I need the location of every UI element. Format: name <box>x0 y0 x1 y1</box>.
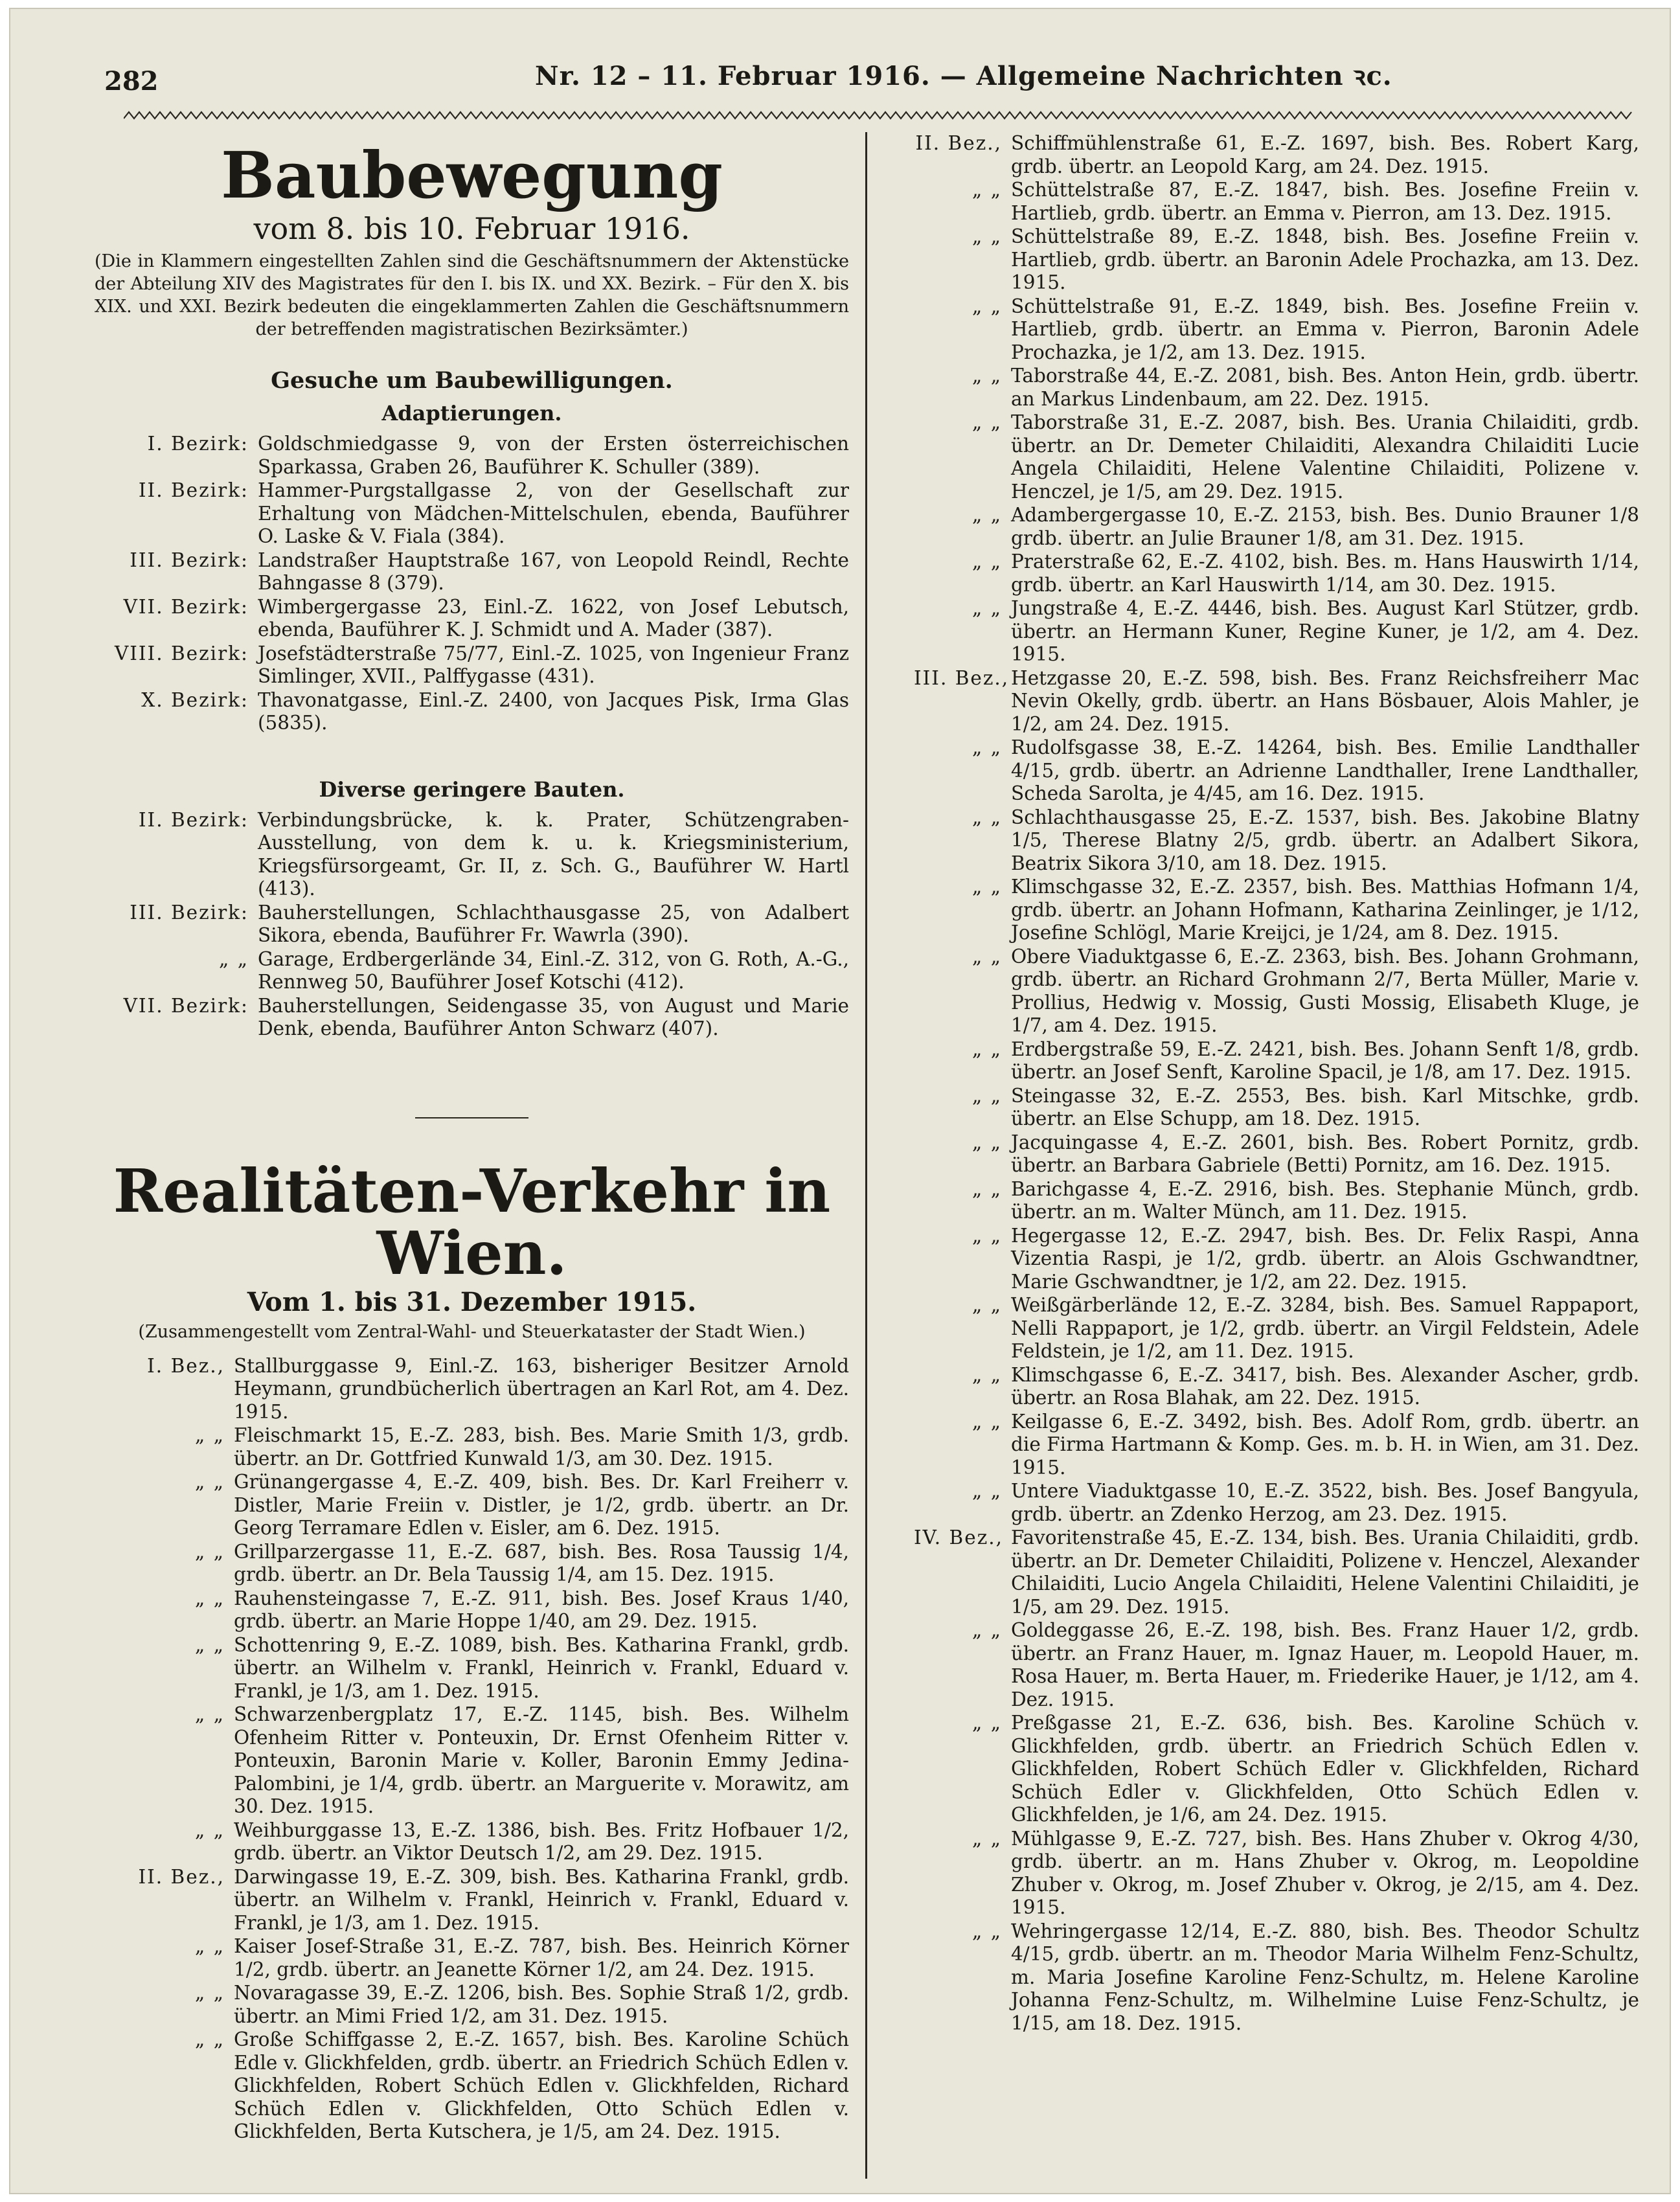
realitaet-entry <box>914 504 1639 550</box>
entry-text: Keilgasse 6, E.-Z. 3492, bish. Bes. Adolf Rom, grdb. übertr. an die Firma Hartmann & Komp. Ges. m. b. H. in Wien, am 31. Dez. 1915. <box>1011 1410 1639 1479</box>
district-label: „ „ <box>972 1410 1002 1433</box>
realitaeten-right-list <box>914 132 1639 2035</box>
adaptierung-entry <box>95 689 849 735</box>
realitaet-entry <box>914 1085 1639 1131</box>
adaptierung-entry <box>95 433 849 479</box>
district-label: IV. Bez., <box>914 1527 1003 1549</box>
entry-text: Schüttelstraße 87, E.-Z. 1847, bish. Bes. Josefine Freiin v. Hartlieb, grdb. übertr. an Emma v. Pierron, am 13. Dez. 1915. <box>1011 179 1639 224</box>
entry-text: Steingasse 32, E.-Z. 2553, Bes. bish. Karl Mitschke, grdb. übertr. an Else Schupp, am 18. Dez. 1915. <box>1011 1084 1639 1129</box>
page-header <box>10 9 1670 106</box>
adaptierung-entry <box>95 549 849 595</box>
realitaet-entry <box>914 1619 1639 1711</box>
entry-text: Darwingasse 19, E.-Z. 309, bish. Bes. Katharina Frankl, grdb. übertr. an Wilhelm v. Frankl, Heinrich v. Frankl, Eduard v. Frankl, je 1/3, am 1. Dez. 1915. <box>234 1865 849 1934</box>
entry-text: Hammer-Purgstallgasse 2, von der Gesellschaft zur Erhaltung von Mädchen-Mittelschulen, ebenda, Bauführer O. Laske & V. Fiala (384). <box>258 479 849 547</box>
district-label: I. Bezirk: <box>147 433 249 455</box>
district-label: III. Bez., <box>914 666 1010 689</box>
entry-text: Untere Viaduktgasse 10, E.-Z. 3522, bish. Bes. Josef Bangyula, grdb. übertr. an Zdenko Herzog, am 23. Dez. 1915. <box>1011 1480 1639 1525</box>
entry-text: Klimschgasse 6, E.-Z. 3417, bish. Bes. Alexander Ascher, grdb. übertr. an Rosa Blahak, am 22. Dez. 1915. <box>1011 1363 1639 1409</box>
entry-text: Rauhensteingasse 7, E.-Z. 911, bish. Bes. Josef Kraus 1/40, grdb. übertr. an Marie Hoppe 1/40, am 29. Dez. 1915. <box>234 1587 849 1632</box>
realitaet-entry <box>914 1712 1639 1827</box>
realitaeten-subtitle: Vom 1. bis 31. Dezember 1915. <box>247 1286 697 1317</box>
entry-text: Klimschgasse 32, E.-Z. 2357, bish. Bes. Matthias Hofmann 1/4, grdb. übertr. an Johann Hofmann, Katharina Zeinlinger, je 1/12, Josefine Schlögl, Marie Kreijci, je 1/24, am 8. Dez. 1915. <box>1011 876 1639 944</box>
adaptierung-entry <box>95 642 849 688</box>
diverse-entry <box>95 902 849 948</box>
district-label: „ „ <box>195 1540 225 1563</box>
district-label: „ „ <box>195 1982 225 2004</box>
realitaeten-left-list <box>95 1355 849 2144</box>
district-label: „ „ <box>195 1819 225 1841</box>
realitaet-entry <box>95 1866 849 1935</box>
entry-text: Fleischmarkt 15, E.-Z. 283, bish. Bes. Marie Smith 1/3, grdb. übertr. an Dr. Gottfried Kunwald 1/3, am 30. Dez. 1915. <box>234 1424 849 1470</box>
realitaet-entry <box>914 1411 1639 1480</box>
adaptierung-entry <box>95 596 849 642</box>
district-label: „ „ <box>972 1363 1002 1386</box>
realitaeten-title: Realitäten-Verkehr in Wien. <box>113 1155 831 1288</box>
entry-text: Bauherstellungen, Schlachthausgasse 25, von Adalbert Sikora, ebenda, Bauführer Fr. Wawrla (390). <box>258 901 849 946</box>
realitaet-entry <box>914 1828 1639 1920</box>
realitaet-entry <box>914 1920 1639 2036</box>
district-label: III. Bezirk: <box>130 549 249 571</box>
header-rule <box>124 110 1633 120</box>
entry-text: Taborstraße 44, E.-Z. 2081, bish. Bes. Anton Hein, grdb. übertr. an Markus Lindenbaum, am 22. Dez. 1915. <box>1011 365 1639 410</box>
realitaet-entry <box>95 1424 849 1470</box>
realitaet-entry <box>95 1982 849 2028</box>
diverse-entry <box>95 995 849 1041</box>
realitaet-entry <box>914 1225 1639 1294</box>
realitaet-entry <box>914 1364 1639 1410</box>
district-label: „ „ <box>972 1294 1002 1316</box>
entry-text: Schlachthausgasse 25, E.-Z. 1537, bish. Bes. Jakobine Blatny 1/5, Therese Blatny 2/5, grdb. übertr. an Adalbert Sikora, Beatrix Sikora 3/10, am 18. Dez. 1915. <box>1011 806 1639 874</box>
entry-text: Preßgasse 21, E.-Z. 636, bish. Bes. Karoline Schüch v. Glickhfelden, grdb. übertr. an Friedrich Schüch Edlen v. Glickhfelden, Robert Schüch Edler v. Glickhfelden, Richard Schüch Edler v. Glickhfelden, Otto Schüch Edlen v. Glickhfelden, je 1/6, am 24. Dez. 1915. <box>1011 1712 1639 1826</box>
realitaet-entry <box>914 132 1639 178</box>
entry-text: Taborstraße 31, E.-Z. 2087, bish. Bes. Urania Chilaiditi, grdb. übertr. an Dr. Demeter Chilaiditi, Alexandra Chilaiditi Lucie Angela Chilaiditi, Helene Valentine Chilaiditi, Polizene v. Henczel, je 1/5, am 29. Dez. 1915. <box>1011 411 1639 503</box>
entry-text: Schüttelstraße 91, E.-Z. 1849, bish. Bes. Josefine Freiin v. Hartlieb, grdb. übertr. an Emma v. Pierron, Baronin Adele Prochazka, je 1/2, am 13. Dez. 1915. <box>1011 295 1639 363</box>
district-label: „ „ <box>195 1587 225 1609</box>
diverse-list <box>95 809 849 1041</box>
district-label: „ „ <box>972 736 1002 758</box>
entry-text: Josefstädterstraße 75/77, Einl.-Z. 1025, von Ingenieur Franz Simlinger, XVII., Palffygasse (431). <box>258 642 849 687</box>
district-label: II. Bez., <box>915 132 1002 154</box>
entry-text: Garage, Erdbergerlände 34, Einl.-Z. 312, von G. Roth, A.-G., Rennweg 50, Bauführer Josef Kotschi (412). <box>258 948 849 993</box>
district-label: II. Bezirk: <box>138 479 249 501</box>
realitaet-entry <box>95 1541 849 1587</box>
adaptierungen-heading: Adaptierungen. <box>381 401 562 426</box>
district-label: „ „ <box>972 597 1002 619</box>
realitaet-entry <box>95 1634 849 1703</box>
baubewegung-title: Baubewegung <box>221 139 723 213</box>
realitaet-entry <box>914 225 1639 295</box>
realitaet-entry <box>95 1355 849 1424</box>
entry-text: Schottenring 9, E.-Z. 1089, bish. Bes. Katharina Frankl, grdb. übertr. an Wilhelm v. Frankl, Heinrich v. Frankl, Eduard v. Frankl, je 1/3, am 1. Dez. 1915. <box>234 1633 849 1702</box>
district-label: VIII. Bezirk: <box>114 642 249 664</box>
district-label: „ „ <box>972 1177 1002 1200</box>
diverse-entry <box>95 948 849 994</box>
entry-text: Obere Viaduktgasse 6, E.-Z. 2363, bish. Bes. Johann Grohmann, grdb. übertr. an Richard Grohmann 2/7, Berta Müller, Marie v. Prollius, Hedwig v. Mossig, Gusti Mossig, Elisabeth Kluge, je 1/7, am 4. Dez. 1915. <box>1011 945 1639 1036</box>
realitaet-entry <box>914 1480 1639 1526</box>
district-label: „ „ <box>972 550 1002 573</box>
district-label: „ „ <box>972 806 1002 828</box>
entry-text: Jungstraße 4, E.-Z. 4446, bish. Bes. August Karl Stützer, grdb. übertr. an Hermann Kuner, Regine Kuner, je 1/2, am 4. Dez. 1915. <box>1011 597 1639 665</box>
gesuche-heading: Gesuche um Baubewilligungen. <box>271 367 673 394</box>
district-label: „ „ <box>195 1471 225 1493</box>
page-number: 282 <box>104 66 159 96</box>
entry-text: Weihburggasse 13, E.-Z. 1386, bish. Bes. Fritz Hofbauer 1/2, grdb. übertr. an Viktor Deutsch 1/2, am 29. Dez. 1915. <box>234 1819 849 1864</box>
district-label: „ „ <box>972 876 1002 898</box>
realitaet-entry <box>95 2028 849 2144</box>
district-label: „ „ <box>972 1224 1002 1247</box>
realitaet-entry <box>914 667 1639 736</box>
realitaet-entry <box>95 1703 849 1819</box>
realitaet-entry <box>914 411 1639 503</box>
realitaet-entry <box>95 1935 849 1981</box>
realitaet-entry <box>914 1527 1639 1618</box>
adaptierungen-list <box>95 433 849 735</box>
district-label: „ „ <box>972 945 1002 968</box>
district-label: „ „ <box>195 1633 225 1656</box>
entry-text: Hegergasse 12, E.-Z. 2947, bish. Bes. Dr. Felix Raspi, Anna Vizentia Raspi, je 1/2, grdb. übertr. an Alois Gschwandtner, Marie Gschwandtner, je 1/2, am 22. Dez. 1915. <box>1011 1224 1639 1293</box>
realitaet-entry <box>914 179 1639 225</box>
entry-text: Barichgasse 4, E.-Z. 2916, bish. Bes. Stephanie Münch, grdb. übertr. an m. Walter Münch, am 11. Dez. 1915. <box>1011 1177 1639 1223</box>
entry-text: Mühlgasse 9, E.-Z. 727, bish. Bes. Hans Zhuber v. Okrog 4/30, grdb. übertr. an m. Hans Zhuber v. Okrog, m. Leopoldine Zhuber v. Okrog, m. Josef Zhuber v. Okrog, je 2/15, am 4. Dez. 1915. <box>1011 1827 1639 1918</box>
district-label: „ „ <box>972 1084 1002 1107</box>
realitaeten-note: (Zusammengestellt vom Zentral-Wahl- und Steuerkataster der Stadt Wien.) <box>138 1321 806 1342</box>
entry-text: Kaiser Josef-Straße 31, E.-Z. 787, bish. Bes. Heinrich Körner 1/2, grdb. übertr. an Jeanette Körner 1/2, am 24. Dez. 1915. <box>234 1935 849 1981</box>
realitaet-entry <box>914 365 1639 411</box>
district-label: „ „ <box>219 948 249 970</box>
district-label: „ „ <box>972 1920 1002 1942</box>
entry-text: Wehringergasse 12/14, E.-Z. 880, bish. Bes. Theodor Schultz 4/15, grdb. übertr. an m. Theodor Maria Wilhelm Fenz-Schultz, m. Maria Josefine Karoline Fenz-Schultz, m. Helene Karoline Johanna Fenz-Schultz, m. Wilhelmine Luise Fenz-Schultz, je 1/15, am 18. Dez. 1915. <box>1011 1920 1639 2034</box>
entry-text: Bauherstellungen, Seidengasse 35, von August und Marie Denk, ebenda, Bauführer Anton Schwarz (407). <box>258 994 849 1039</box>
entry-text: Erdbergstraße 59, E.-Z. 2421, bish. Bes. Johann Senft 1/8, grdb. übertr. an Josef Senft, Karoline Spacil, je 1/8, am 17. Dez. 1915. <box>1011 1038 1639 1083</box>
diverse-heading: Diverse geringere Bauten. <box>319 777 625 802</box>
realitaet-entry <box>914 806 1639 876</box>
district-label: II. Bezirk: <box>138 808 249 831</box>
baubewegung-subtitle: vom 8. bis 10. Februar 1916. <box>253 211 690 246</box>
district-label: „ „ <box>972 179 1002 201</box>
realitaet-entry <box>95 1587 849 1633</box>
entry-text: Favoritenstraße 45, E.-Z. 134, bish. Bes. Urania Chilaiditi, grdb. übertr. an Dr. Demeter Chilaiditi, Polizene v. Henczel, Alexander Chilaiditi, Lucio Angela Chilaiditi, Helene Valentini Chilaiditi, je 1/5, am 29. Dez. 1915. <box>1011 1527 1639 1618</box>
realitaet-entry <box>914 876 1639 945</box>
realitaet-entry <box>914 597 1639 666</box>
realitaet-entry <box>914 946 1639 1038</box>
entry-text: Wimbergergasse 23, Einl.-Z. 1622, von Josef Lebutsch, ebenda, Bauführer K. J. Schmidt und A. Mader (387). <box>258 595 849 641</box>
right-column <box>914 132 1639 2036</box>
adaptierung-entry <box>95 479 849 549</box>
realitaet-entry <box>95 1471 849 1540</box>
entry-text: Große Schiffgasse 2, E.-Z. 1657, bish. Bes. Karoline Schüch Edle v. Glickhfelden, grdb. übertr. an Friedrich Schüch Edlen v. Glickhfelden, Robert Schüch Edlen v. Glickhfelden, Richard Schüch Edlen v. Glickhfelden, Otto Schüch Edlen v. Glickhfelden, Berta Kutschera, je 1/5, am 24. Dez. 1915. <box>234 2028 849 2142</box>
realitaet-entry <box>914 1131 1639 1177</box>
entry-text: Goldeggasse 26, E.-Z. 198, bish. Bes. Franz Hauer 1/2, grdb. übertr. an Franz Hauer, m. Ignaz Hauer, m. Leopold Hauer, m. Rosa Hauer, m. Berta Hauer, m. Friederike Hauer, je 1/12, am 4. Dez. 1915. <box>1011 1619 1639 1710</box>
entry-text: Rudolfsgasse 38, E.-Z. 14264, bish. Bes. Emilie Landthaller 4/15, grdb. übertr. an Adrienne Landthaller, Irene Landthaller, Scheda Sarolta, je 4/45, am 16. Dez. 1915. <box>1011 736 1639 804</box>
entry-text: Schüttelstraße 89, E.-Z. 1848, bish. Bes. Josefine Freiin v. Hartlieb, grdb. übertr. an Baronin Adele Prochazka, am 13. Dez. 1915. <box>1011 225 1639 293</box>
realitaet-entry <box>914 736 1639 806</box>
entry-text: Hetzgasse 20, E.-Z. 598, bish. Bes. Franz Reichsfreiherr Mac Nevin Okelly, grdb. übertr. an Hans Bösbauer, Alois Mahler, je 1/2, am 24. Dez. 1915. <box>1011 666 1639 735</box>
entry-text: Jacquingasse 4, E.-Z. 2601, bish. Bes. Robert Pornitz, grdb. übertr. an Barbara Gabriele (Betti) Pornitz, am 16. Dez. 1915. <box>1011 1131 1639 1176</box>
district-label: „ „ <box>972 1827 1002 1850</box>
newspaper-page <box>9 8 1671 2194</box>
entry-text: Praterstraße 62, E.-Z. 4102, bish. Bes. m. Hans Hauswirth 1/14, grdb. übertr. an Karl Hauswirth 1/14, am 30. Dez. 1915. <box>1011 550 1639 596</box>
district-label: „ „ <box>972 504 1002 526</box>
district-label: I. Bez., <box>147 1354 225 1377</box>
district-label: X. Bezirk: <box>141 688 249 711</box>
district-label: VII. Bezirk: <box>123 994 249 1017</box>
entry-text: Stallburggasse 9, Einl.-Z. 163, bisheriger Besitzer Arnold Heymann, grundbücherlich übertragen an Karl Rot, am 4. Dez. 1915. <box>234 1354 849 1423</box>
entry-text: Goldschmiedgasse 9, von der Ersten österreichischen Sparkassa, Graben 26, Bauführer K. Schuller (389). <box>258 433 849 478</box>
entry-text: Weißgärberlände 12, E.-Z. 3284, bish. Bes. Samuel Rappaport, Nelli Rappaport, je 1/2, grdb. übertr. an Virgil Feldstein, Adele Feldstein, je 1/2, am 11. Dez. 1915. <box>1011 1294 1639 1362</box>
district-label: „ „ <box>972 411 1002 433</box>
entry-text: Verbindungsbrücke, k. k. Prater, Schützengraben-Ausstellung, von dem k. u. k. Kriegsministerium, Kriegsfürsorgeamt, Gr. II, z. Sch. G., Bauführer W. Hartl (413). <box>258 808 849 900</box>
district-label: „ „ <box>972 295 1002 317</box>
district-label: „ „ <box>972 1619 1002 1641</box>
running-head: Nr. 12 – 11. Februar 1916. — Allgemeine Nachrichten ꝛc. <box>535 61 1392 91</box>
district-label: „ „ <box>972 1038 1002 1060</box>
realitaet-entry <box>95 1819 849 1865</box>
entry-text: Novaragasse 39, E.-Z. 1206, bish. Bes. Sophie Straß 1/2, grdb. übertr. an Mimi Fried 1/2, am 31. Dez. 1915. <box>234 1982 849 2027</box>
column-divider <box>865 132 867 2179</box>
entry-text: Landstraßer Hauptstraße 167, von Leopold Reindl, Rechte Bahngasse 8 (379). <box>258 549 849 594</box>
district-label: „ „ <box>195 2028 225 2050</box>
district-label: VII. Bezirk: <box>123 595 249 618</box>
left-column <box>95 132 849 2144</box>
district-label: III. Bezirk: <box>130 901 249 924</box>
entry-text: Schiffmühlenstraße 61, E.-Z. 1697, bish. Bes. Robert Karg, grdb. übertr. an Leopold Karg, am 24. Dez. 1915. <box>1011 132 1639 177</box>
entry-text: Grünangergasse 4, E.-Z. 409, bish. Bes. Dr. Karl Freiherr v. Distler, Marie Freiin v. Distler, je 1/2, grdb. übertr. an Dr. Georg Terramare Edlen v. Eisler, am 6. Dez. 1915. <box>234 1471 849 1539</box>
district-label: „ „ <box>972 1131 1002 1153</box>
section-divider <box>415 1117 528 1118</box>
realitaet-entry <box>914 1178 1639 1224</box>
diverse-entry <box>95 809 849 901</box>
entry-text: Schwarzenbergplatz 17, E.-Z. 1145, bish. Bes. Wilhelm Ofenheim Ritter v. Ponteuxin, Dr. Ernst Ofenheim Ritter v. Ponteuxin, Baronin Marie v. Koller, Baronin Emmy Jedina-Palombini, je 1/4, grdb. übertr. an Marguerite v. Morawitz, am 30. Dez. 1915. <box>234 1703 849 1817</box>
district-label: „ „ <box>195 1424 225 1446</box>
entry-text: Thavonatgasse, Einl.-Z. 2400, von Jacques Pisk, Irma Glas (5835). <box>258 688 849 734</box>
realitaet-entry <box>914 1038 1639 1084</box>
realitaet-entry <box>914 295 1639 365</box>
district-label: „ „ <box>972 1480 1002 1502</box>
district-label: „ „ <box>972 225 1002 247</box>
district-label: „ „ <box>195 1703 225 1725</box>
entry-text: Adambergergasse 10, E.-Z. 2153, bish. Bes. Dunio Brauner 1/8 grdb. übertr. an Julie Brauner 1/8, am 31. Dez. 1915. <box>1011 504 1639 549</box>
realitaet-entry <box>914 550 1639 596</box>
district-label: II. Bez., <box>138 1865 225 1888</box>
entry-text: Grillparzergasse 11, E.-Z. 687, bish. Bes. Rosa Taussig 1/4, grdb. übertr. an Dr. Bela Taussig 1/4, am 15. Dez. 1915. <box>234 1540 849 1585</box>
realitaet-entry <box>914 1294 1639 1363</box>
district-label: „ „ <box>195 1935 225 1957</box>
district-label: „ „ <box>972 365 1002 387</box>
baubewegung-note: (Die in Klammern eingestellten Zahlen sind die Geschäftsnummern der Aktenstücke der Abteilung XIV des Magistrates für den I. bis IX. und XX. Bezirk. – Für den X. bis XIX. und XXI. Bezirk bedeuten die eingeklammerten Zahlen die Geschäftsnummern der betreffenden magistratischen Bezirksämter.) <box>95 251 849 339</box>
district-label: „ „ <box>972 1712 1002 1734</box>
